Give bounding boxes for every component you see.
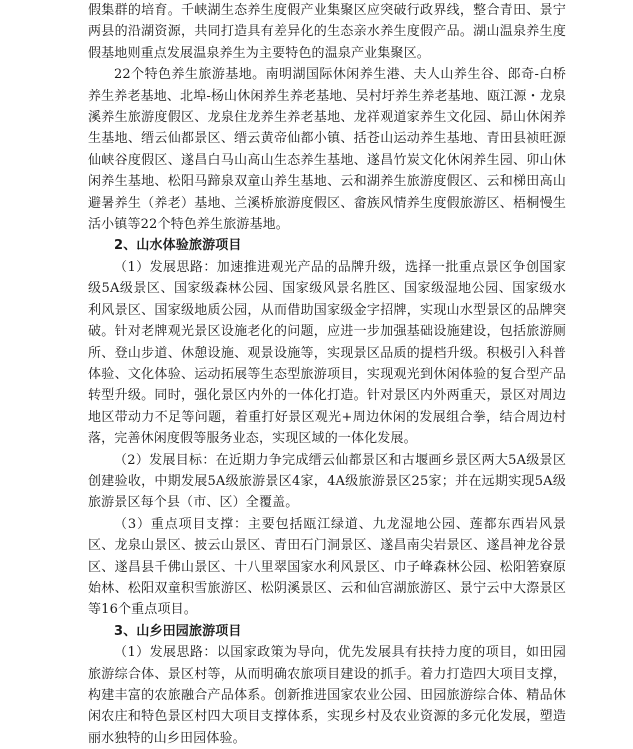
paragraph-22-bases: 22个特色养生旅游基地。南明湖国际休闲养生港、夫人山养生谷、郎奇-白桥养生养老基地、北埠-杨山休闲养生养老基地、吴村圩养生养老基地、瓯江源・龙泉溪养生旅游度假区、龙泉住龙养生养老基地、龙祥观道家养生文化园、昴山休闲养生基地、缙云仙都景区、缙云黄帝仙都小镇、括苍山运动养生基地、青田县祯旺源仙峡谷度假区、遂昌白马山高山生态养生基地、遂昌竹炭文化休闲养生园、卯山休闲养生基地、松阳马蹄泉双童山养生基地、云和湖养生旅游度假区、云和梯田高山避暑养生（养老）基地、兰溪桥旅游度假区、畲族风情养生度假旅游区、梧桐慢生活小镇等22个特色养生旅游基地。 (88, 67, 566, 233)
paragraph-intro-tail: 假集群的培育。千峡湖生态养生度假产业集聚区应突破行政界线，整合青田、景宁两县的沿湖资源，共同打造具有差异化的生态亲水养生度假产品。湖山温泉养生度假基地则重点发展温泉养生为主要特色的温泉产业集聚区。 (88, 3, 566, 61)
section2-development-goal: （2）发展目标：在近期力争完成缙云仙都景区和古堰画乡景区两大5A级景区创建验收，中期发展5A级旅游景区4家，4A级旅游景区25家；并在远期实现5A级旅游景区每个县（市、区）全覆盖。 (88, 452, 566, 511)
document-page (88, 0, 566, 749)
section2-development-idea: （1）发展思路：加速推进观光产品的品牌升级，选择一批重点景区争创国家级5A级景区、国家级森林公园、国家级风景名胜区、国家级湿地公园、国家级水利风景区、国家级地质公园，从而借助国家级金字招牌，实现山水型景区的品牌突破。针对老牌观光景区设施老化的问题，应进一步加强基础设施建设，包括旅游厕所、登山步道、休憩设施、观景设施等，实现景区品质的提档升级。积极引入科普体验、文化体验、运动拓展等生态型旅游项目，实现观光到休闲体验的复合型产品转型升级。同时，强化景区内外的一体化打造。针对景区内外两重天，景区对周边地区带动力不足等问题，着重打好景区观光+周边休闲的发展组合拳，结合周边村落，完善休闲度假等服务业态，实现区域的一体化发展。 (88, 259, 566, 447)
section-heading-2: 2、山水体验旅游项目 (114, 238, 242, 254)
section3-development-idea: （1）发展思路：以国家政策为导向，优先发展具有扶持力度的项目，如田园旅游综合体、景区村等，从而明确农旅项目建设的抓手。着力打造四大项目支撑，构建丰富的农旅融合产品体系。创新推进国家农业公园、田园旅游综合体、精品休闲农庄和特色景区村四大项目支撑体系，实现乡村及农业资源的多元化发展，塑造丽水独特的山乡田园体验。 (88, 645, 566, 746)
section2-key-projects: （3）重点项目支撑：主要包括瓯江绿道、九龙湿地公园、莲都东西岩风景区、龙泉山景区、披云山景区、青田石门洞景区、遂昌南尖岩景区、遂昌神龙谷景区、遂昌县千佛山景区、十八里翠国家水利风景区、巾子峰森林公园、松阳箬寮原始林、松阳双童积雪旅游区、松阴溪景区、云和仙宫湖旅游区、景宁云中大漈景区等16个重点项目。 (88, 516, 566, 618)
section-heading-3: 3、山乡田园旅游项目 (114, 623, 242, 639)
